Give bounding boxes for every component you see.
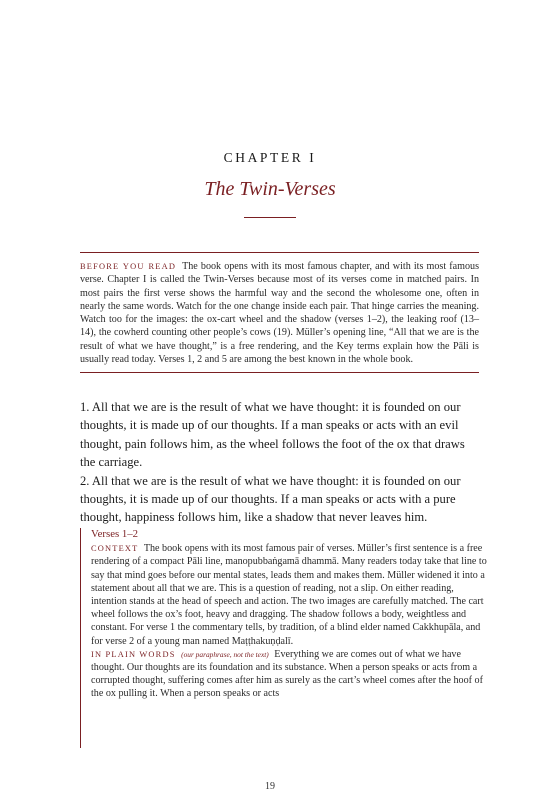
before-you-read-box xyxy=(80,252,479,373)
before-you-read-text: The book opens with its most famous chapter, and with its most famous verse. Chapter I is called the Twin-Verses because most of its verses come in matched pairs. In most pairs the first verse shows the harmful way and the second the wholesome one, often in nearly the same words. Watch for the one change inside each pair. That hinge carries the meaning. Watch too for the images: the ox-cart wheel and the shadow (verses 1–2), the leaking roof (13–14), the cowherd counting other people’s cows (19). Müller’s opening line, “All that we are is the result of what we have thought,” is a free rendering, and the Key terms explain how the Pāli is usually read today. Verses 1, 2 and 5 are among the best known in the whole book. xyxy=(80,261,479,366)
chapter-heading xyxy=(0,150,540,218)
before-you-read-label: BEFORE YOU READ xyxy=(80,262,177,271)
commentary-box xyxy=(80,528,491,748)
page-number: 19 xyxy=(265,781,275,792)
title-divider xyxy=(244,217,296,218)
chapter-title: The Twin-Verses xyxy=(204,178,336,200)
chapter-label: CHAPTER I xyxy=(223,150,317,165)
plain-words-text: Everything we are comes out of what we have thought. Our thoughts are its foundation and its substance. When a person speaks or acts from a corrupted thought, suffering comes after him as surely as the cart’s wheel comes after the hoof of the ox pulling it. When a person speaks or acts xyxy=(91,648,483,700)
plain-words-note: (our paraphrase, not the text) xyxy=(181,649,269,659)
plain-words-label: IN PLAIN WORDS xyxy=(91,649,176,659)
verse-2: 2. All that we are is the result of what we have thought: it is founded on our thoughts, it is made up of our thoughts. If a man speaks or acts with a pure thought, happiness follows him, like a shadow that never leaves him. xyxy=(80,473,461,525)
commentary-heading: Verses 1–2 xyxy=(91,528,139,540)
verse-1: 1. All that we are is the result of what we have thought: it is founded on our thoughts, it is made up of our thoughts. If a man speaks or acts with an evil thought, pain follows him, as the wheel follows the foot of the ox that draws the carriage. xyxy=(80,400,465,470)
verses-section xyxy=(80,398,480,527)
plain-words-paragraph xyxy=(91,648,491,701)
context-paragraph xyxy=(91,542,491,648)
context-label: CONTEXT xyxy=(91,544,139,554)
context-text: The book opens with its most famous pair of verses. Müller’s first sentence is a free rendering of a compact Pāli line, manopubbaṅgamā dhammā. Many readers today take that line to say that mind goes before our mental states, leads them and makes them. Müller widened it into a statement about all that we are. This is a question of reading, not a slip. On either reading, intention stands at the head of speech and action. The two images are carefully matched. The cart wheel follows the ox’s foot, heavy and dragging. The shadow follows a body, weightless and constant. For verse 1 the commentary tells, by tradition, of a blind elder named Cakkhupāla, and for verse 2 of a young man named Maṭṭhakuṇḍalī. xyxy=(91,543,487,647)
